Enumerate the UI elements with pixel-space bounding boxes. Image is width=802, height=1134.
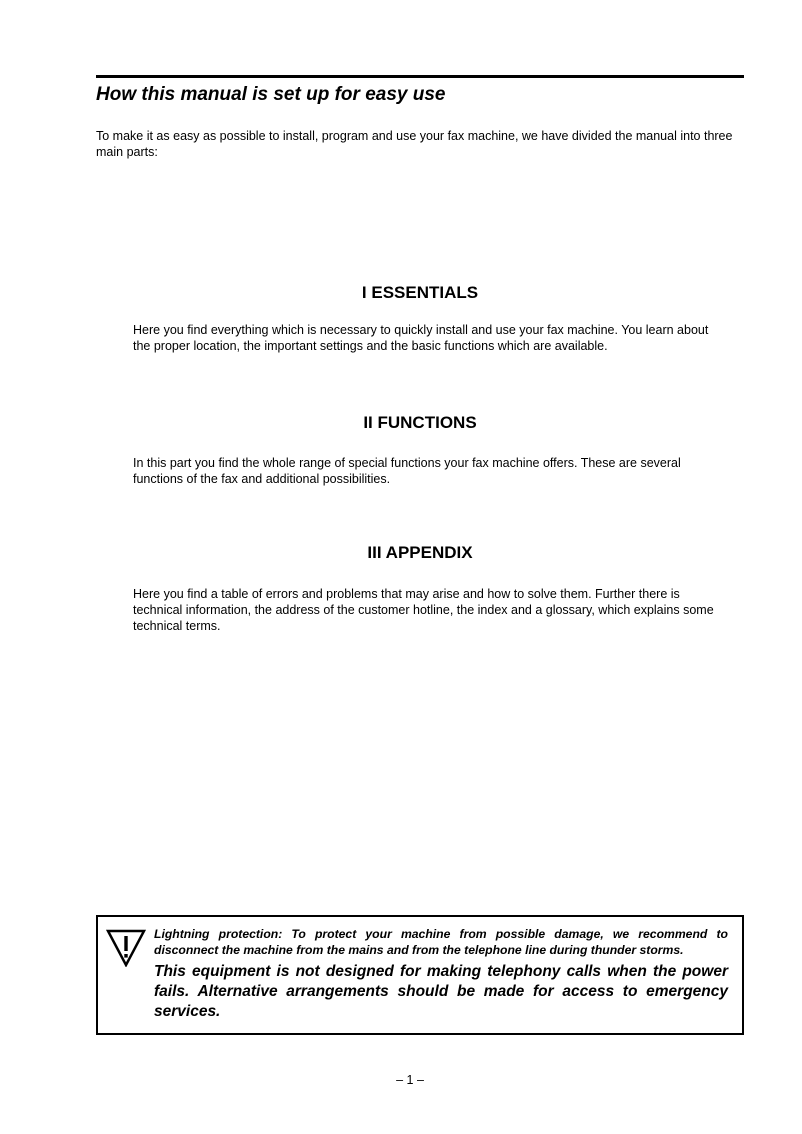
page-title: How this manual is set up for easy use	[96, 84, 446, 105]
power-failure-warning: This equipment is not designed for making telephony calls when the power fails. Alternative arrangements should be made for access to emergency services.	[154, 963, 728, 1020]
warning-triangle-icon	[106, 927, 146, 967]
warning-box	[96, 915, 744, 1035]
section-body-functions: In this part you find the whole range of special functions your fax machine offers. These are several functions of the fax and additional possibilities.	[133, 456, 681, 486]
warning-text	[154, 926, 728, 1022]
section-title-appendix: III APPENDIX	[367, 543, 473, 562]
intro-paragraph: To make it as easy as possible to install, program and use your fax machine, we have divided the manual into three main parts:	[96, 129, 733, 159]
top-rule	[96, 75, 744, 78]
section-title-functions: II FUNCTIONS	[363, 413, 477, 432]
section-body-essentials: Here you find everything which is necessary to quickly install and use your fax machine. You learn about the proper location, the important settings and the basic functions which are available.	[133, 323, 709, 353]
section-body-appendix: Here you find a table of errors and problems that may arise and how to solve them. Further there is technical information, the address of the customer hotline, the index and a glossary, which explains some technical terms.	[133, 587, 714, 633]
section-title-essentials: I ESSENTIALS	[361, 283, 479, 302]
page-number: – 1 –	[396, 1073, 424, 1087]
lightning-warning: Lightning protection: To protect your machine from possible damage, we recommend to disconnect the machine from the mains and from the telephone line during thunder storms.	[154, 927, 728, 957]
